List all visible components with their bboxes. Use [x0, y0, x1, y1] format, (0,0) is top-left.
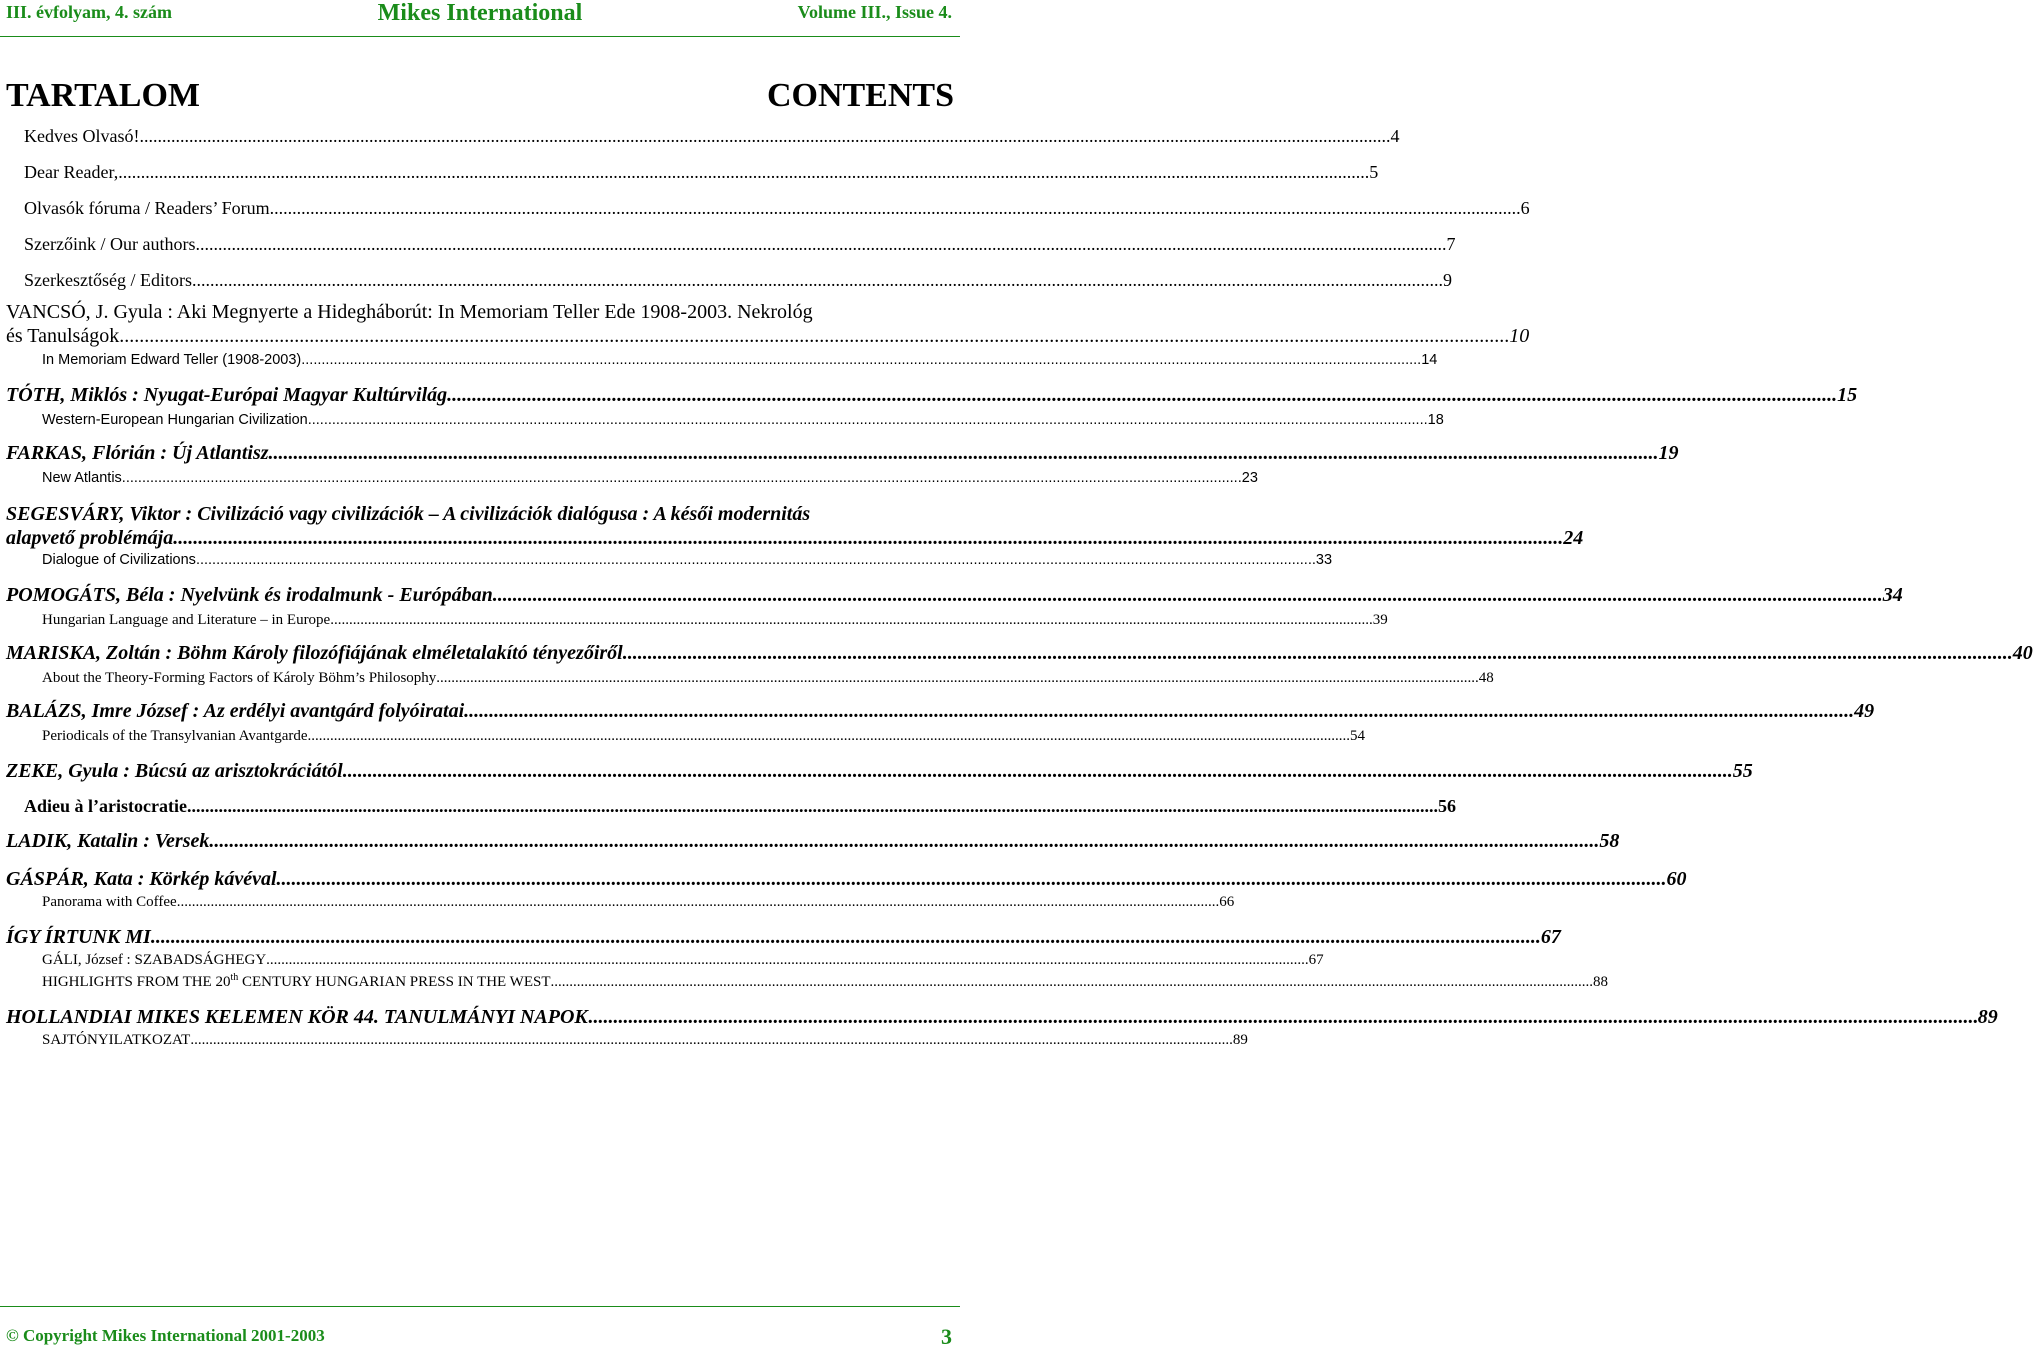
- toc-entry-page: 66: [1219, 894, 1235, 910]
- issue-en: Volume III., Issue 4.: [797, 2, 952, 22]
- toc-entry[interactable]: [24, 234, 1456, 255]
- toc-entry-label: In Memoriam Edward Teller (1908-2003): [42, 352, 302, 368]
- toc-entry-label: GÁSPÁR, Kata : Körkép kávéval: [6, 868, 277, 890]
- leader-dots: [623, 642, 2013, 665]
- toc-entry-page: 34: [1882, 584, 1903, 606]
- toc-entry-page: 18: [1427, 412, 1444, 428]
- footer-divider: [0, 1306, 960, 1307]
- toc-entry-page: 56: [1437, 796, 1456, 816]
- toc-entry-label: Szerzőink / Our authors: [24, 234, 196, 254]
- toc-entry[interactable]: [6, 760, 1753, 783]
- toc-entry[interactable]: [42, 972, 1609, 991]
- toc-entry-page: 33: [1315, 552, 1333, 568]
- toc-entry-page: 89: [1977, 1006, 1998, 1028]
- leader-dots: [493, 584, 1883, 607]
- leader-dots: [173, 526, 1563, 550]
- toc-entry-label: HOLLANDIAI MIKES KELEMEN KÖR 44. TANULMÁNYI NAPOK: [6, 1006, 588, 1028]
- toc-entry-label: MARISKA, Zoltán : Böhm Károly filozófiájának elméletalakító tényezőiről: [6, 642, 623, 664]
- toc-entry[interactable]: [6, 442, 1679, 465]
- header-divider: [0, 36, 960, 37]
- leader-dots: [122, 470, 1242, 486]
- leader-dots: [464, 700, 1854, 723]
- toc-entry-page: 10: [1509, 325, 1530, 347]
- toc-entry-label: Adieu à l’aristocratie: [24, 796, 187, 816]
- issue-hu: III. évfolyam, 4. szám: [6, 2, 172, 22]
- toc-entry[interactable]: [24, 198, 1530, 219]
- toc-entry-page: 4: [1390, 126, 1400, 146]
- toc-entry[interactable]: [24, 162, 1379, 183]
- leader-dots: [308, 728, 1351, 745]
- toc-entry-page: 6: [1520, 198, 1530, 218]
- toc-entry-label: Dialogue of Civilizations: [42, 552, 196, 568]
- leader-dots: [119, 324, 1509, 348]
- leader-dots: [343, 760, 1733, 783]
- journal-title: Mikes International: [377, 0, 583, 26]
- toc-entry[interactable]: [6, 642, 2033, 665]
- toc-entry[interactable]: [6, 384, 1858, 407]
- toc-entry-page: 23: [1241, 470, 1258, 486]
- toc-entry-page: 7: [1446, 234, 1456, 254]
- toc-entry-label: Periodicals of the Transylvanian Avantgarde: [42, 728, 308, 744]
- leader-dots: [139, 126, 1390, 147]
- leader-dots: [195, 234, 1446, 255]
- toc-entry-multiline[interactable]: [6, 502, 1584, 550]
- toc-entry-label-line2: és Tanulságok: [6, 325, 120, 347]
- toc-entry-label: Hungarian Language and Literature – in Europe: [42, 612, 331, 628]
- leader-dots: [277, 868, 1667, 891]
- toc-entry-label-line1: VANCSÓ, J. Gyula : Aki Megnyerte a Hidegháborút: In Memoriam Teller Ede 1908-2003. Nekrológ: [6, 301, 813, 323]
- toc-entry[interactable]: [42, 552, 1333, 568]
- toc-entry[interactable]: [6, 700, 1875, 723]
- leader-dots: [192, 270, 1443, 291]
- toc-entry[interactable]: [6, 926, 1561, 949]
- leader-dots: [270, 198, 1521, 219]
- leader-dots: [301, 352, 1421, 368]
- toc-entry-label-line2: alapvető problémája: [6, 527, 174, 549]
- toc-entry[interactable]: [42, 612, 1388, 629]
- leader-dots: [177, 894, 1220, 911]
- toc-entry-label: Panorama with Coffee: [42, 894, 177, 910]
- toc-entry-label: GÁLI, József : SZABADSÁGHEGY: [42, 952, 267, 968]
- toc-entry-label: Olvasók fóruma / Readers’ Forum: [24, 198, 270, 218]
- toc-entry[interactable]: [6, 868, 1687, 891]
- toc-entry-page: 9: [1442, 270, 1452, 290]
- toc-entry-multiline[interactable]: [6, 300, 1530, 348]
- leader-dots: [447, 384, 1837, 407]
- toc-entry-label-line1: SEGESVÁRY, Viktor : Civilizáció vagy civilizációk – A civilizációk dialógusa : A késői modernitás: [6, 503, 811, 525]
- toc-entry-page: 88: [1593, 974, 1609, 990]
- toc-entry-label: Kedves Olvasó!: [24, 126, 140, 146]
- toc-entry-page: 67: [1308, 952, 1324, 968]
- toc-entry[interactable]: [42, 894, 1235, 911]
- toc-entry[interactable]: [6, 830, 1620, 853]
- toc-entry[interactable]: [42, 412, 1444, 428]
- toc-entry-label: LADIK, Katalin : Versek: [6, 830, 210, 852]
- toc-entry-page: 55: [1732, 760, 1753, 782]
- toc-entry[interactable]: [6, 1006, 1998, 1029]
- toc-entry-page: 49: [1854, 700, 1875, 722]
- toc-entry[interactable]: [24, 126, 1400, 147]
- superscript: th: [230, 972, 239, 983]
- toc-entry-page: 39: [1372, 612, 1388, 628]
- toc-title-hu: TARTALOM: [6, 77, 200, 114]
- leader-dots: [209, 830, 1599, 853]
- toc-entry[interactable]: [24, 796, 1456, 817]
- toc-entry[interactable]: [42, 352, 1438, 368]
- copyright: © Copyright Mikes International 2001-2003: [6, 1326, 325, 1345]
- leader-dots: [151, 926, 1541, 949]
- toc-entry-label: Western-European Hungarian Civilization: [42, 412, 308, 428]
- toc-entry-page: 54: [1350, 728, 1366, 744]
- leader-dots: [269, 442, 1659, 465]
- toc-entry-page: 24: [1563, 527, 1584, 549]
- leader-dots: [266, 952, 1309, 969]
- toc-entry-page: 5: [1369, 162, 1379, 182]
- toc-entry-page: 40: [2012, 642, 2033, 664]
- toc-entry-page: 15: [1837, 384, 1858, 406]
- toc-title-row: [6, 76, 954, 120]
- toc-entry-page: 19: [1658, 442, 1679, 464]
- toc-entry-page: 67: [1540, 926, 1561, 948]
- toc-entry-label: HIGHLIGHTS FROM THE 20th CENTURY HUNGARIAN PRESS IN THE WEST: [42, 972, 551, 990]
- toc-entry[interactable]: [6, 584, 1903, 607]
- toc-entry-label: New Atlantis: [42, 470, 122, 486]
- toc-entry[interactable]: [42, 1032, 1248, 1049]
- toc-entry-page: 14: [1421, 352, 1438, 368]
- toc-entry[interactable]: [42, 728, 1366, 745]
- toc-entry-label: About the Theory-Forming Factors of Károly Böhm’s Philosophy: [42, 670, 437, 686]
- leader-dots: [308, 412, 1428, 428]
- leader-dots: [330, 612, 1373, 629]
- toc-entry-label: ÍGY ÍRTUNK MI: [6, 926, 151, 948]
- toc-entry-label: BALÁZS, Imre József : Az erdélyi avantgárd folyóiratai: [6, 700, 465, 722]
- leader-dots: [551, 974, 1594, 991]
- leader-dots: [588, 1006, 1978, 1029]
- toc-entry-page: 89: [1232, 1032, 1248, 1048]
- toc-entry-label: FARKAS, Flórián : Új Atlantisz: [6, 442, 269, 464]
- toc-entry-label: Dear Reader,: [24, 162, 119, 182]
- toc-entry-label: Szerkesztőség / Editors: [24, 270, 192, 290]
- leader-dots: [187, 796, 1438, 817]
- toc-entry-label: SAJTÓNYILATKOZAT: [42, 1032, 191, 1048]
- page-number: 3: [941, 1324, 952, 1349]
- toc-entry[interactable]: [24, 270, 1452, 291]
- leader-dots: [118, 162, 1369, 183]
- toc-entry-label: ZEKE, Gyula : Búcsú az arisztokráciától: [6, 760, 343, 782]
- page-header: [0, 0, 960, 28]
- toc-entry-page: 58: [1599, 830, 1620, 852]
- toc-title-en: CONTENTS: [766, 77, 954, 114]
- toc-entry-page: 60: [1666, 868, 1687, 890]
- leader-dots: [196, 552, 1316, 568]
- toc-entry-label: TÓTH, Miklós : Nyugat-Európai Magyar Kultúrvilág: [6, 384, 448, 406]
- toc-entry[interactable]: [42, 470, 1258, 486]
- leader-dots: [436, 670, 1479, 687]
- toc-entry[interactable]: [42, 952, 1324, 969]
- toc-entry[interactable]: [42, 670, 1494, 687]
- toc-entry-label: POMOGÁTS, Béla : Nyelvünk és irodalmunk - Európában: [6, 584, 493, 606]
- toc-entry-page: 48: [1478, 670, 1494, 686]
- leader-dots: [190, 1032, 1233, 1049]
